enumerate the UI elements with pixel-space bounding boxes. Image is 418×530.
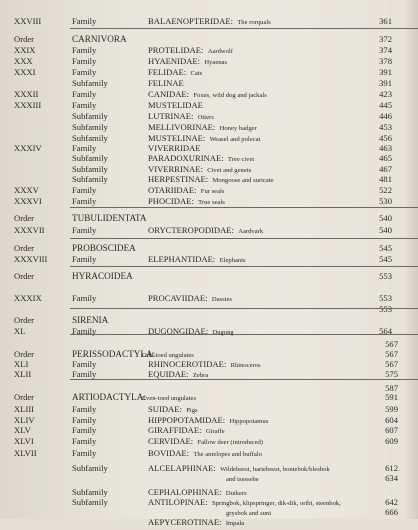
taxon-name: BALAENOPTERIDAE: bbox=[148, 16, 233, 26]
roman-numeral: XXIX bbox=[14, 45, 36, 55]
taxon-name: HIPPOPOTAMIDAE: bbox=[148, 415, 226, 425]
rank-label: Subfamily bbox=[72, 164, 108, 174]
taxon-entry bbox=[148, 325, 234, 339]
page-number: 575 bbox=[385, 369, 398, 379]
common-name: Elephants bbox=[219, 257, 246, 264]
taxon-name: MUSTELINAE: bbox=[148, 133, 206, 143]
roman-numeral: Order bbox=[14, 271, 35, 281]
roman-numeral: XL bbox=[14, 326, 26, 336]
roman-numeral: XXX bbox=[14, 56, 33, 66]
roman-numeral: XLIII bbox=[14, 404, 35, 414]
page-number: 609 bbox=[385, 436, 398, 446]
order-row bbox=[0, 212, 418, 224]
common-name: Pigs bbox=[186, 407, 198, 414]
rank-label: Family bbox=[72, 143, 97, 153]
page-number: 540 bbox=[379, 213, 392, 223]
taxon-name: VIVERRIDAE bbox=[148, 143, 201, 153]
rank-label: Subfamily bbox=[72, 122, 108, 132]
taxon-row bbox=[0, 224, 418, 236]
taxon-name: BOVIDAE: bbox=[148, 448, 190, 458]
taxon-name: MUSTELIDAE bbox=[148, 100, 203, 110]
page-number: 530 bbox=[379, 196, 392, 206]
taxon-name: DUGONGIDAE: bbox=[148, 326, 209, 336]
page-number: 642 bbox=[385, 497, 398, 507]
page-number: 391 bbox=[379, 67, 392, 77]
rank-label: Family bbox=[72, 89, 97, 99]
roman-numeral: XLII bbox=[14, 369, 32, 379]
section-rule bbox=[70, 266, 418, 267]
common-name: Fur seals bbox=[200, 188, 225, 195]
common-name: Giraffe bbox=[205, 428, 225, 435]
order-name: PROBOSCIDEA bbox=[72, 243, 136, 253]
page-number: 553 bbox=[379, 304, 392, 314]
common-name: and tsessebe bbox=[226, 476, 259, 483]
page-number: 612 bbox=[385, 463, 398, 473]
taxon-row bbox=[0, 325, 418, 337]
order-name: ARTIODACTYLA: bbox=[72, 392, 146, 402]
taxon-name: OTARIIDAE: bbox=[148, 185, 197, 195]
page-number: 374 bbox=[379, 45, 392, 55]
taxon-name: ANTILOPINAE: bbox=[148, 497, 208, 507]
page-number: 540 bbox=[379, 225, 392, 235]
roman-numeral: XXXIX bbox=[14, 293, 42, 303]
common-name: Aardvark bbox=[238, 228, 264, 235]
roman-numeral: XXXI bbox=[14, 67, 36, 77]
page-number: 607 bbox=[385, 425, 398, 435]
common-name: Even-toed ungulates bbox=[142, 395, 197, 402]
page-number: 604 bbox=[385, 415, 398, 425]
common-name: Odd-toed ungulates bbox=[142, 352, 194, 359]
rank-label: Family bbox=[72, 293, 97, 303]
roman-numeral: Order bbox=[14, 392, 35, 402]
roman-numeral: Order bbox=[14, 349, 35, 359]
page-number: 378 bbox=[379, 56, 392, 66]
rank-label: Subfamily bbox=[72, 463, 108, 473]
taxon-entry bbox=[148, 447, 262, 461]
common-name: Otters bbox=[197, 114, 214, 121]
taxon-name: FELIDAE: bbox=[148, 67, 187, 77]
taxon-name: SUIDAE: bbox=[148, 404, 182, 414]
rank-label: Subfamily bbox=[72, 133, 108, 143]
rank-label: Family bbox=[72, 415, 97, 425]
roman-numeral: XXXV bbox=[14, 185, 39, 195]
rank-label: Family bbox=[72, 425, 97, 435]
rank-label: Family bbox=[72, 67, 97, 77]
page-number: 567 bbox=[385, 359, 398, 369]
taxon-name: PARADOXURINAE: bbox=[148, 153, 224, 163]
taxon-name: CERVIDAE: bbox=[148, 436, 194, 446]
section-rule bbox=[70, 308, 418, 309]
rank-label: Family bbox=[72, 45, 97, 55]
page-number: 456 bbox=[379, 133, 392, 143]
page-number: 545 bbox=[379, 243, 392, 253]
rank-label: Family bbox=[72, 56, 97, 66]
rank-label: Subfamily bbox=[72, 153, 108, 163]
rank-label: Subfamily bbox=[72, 487, 108, 497]
taxon-name: EQUIDAE: bbox=[148, 369, 189, 379]
roman-numeral: XXVIII bbox=[14, 16, 42, 26]
rank-label: Family bbox=[72, 359, 97, 369]
taxon-entry bbox=[148, 15, 271, 29]
order-name: TUBULIDENTATA bbox=[72, 213, 147, 223]
page-number: 467 bbox=[379, 164, 392, 174]
rank-label: Family bbox=[72, 404, 97, 414]
common-name: Duikers bbox=[225, 490, 247, 497]
rank-label: Subfamily bbox=[72, 174, 108, 184]
rank-label: Subfamily bbox=[72, 111, 108, 121]
page-number: 587 bbox=[385, 383, 398, 393]
taxon-name: GIRAFFIDAE: bbox=[148, 425, 202, 435]
common-name: Fallow deer (introduced) bbox=[197, 439, 264, 446]
rank-label: Family bbox=[72, 436, 97, 446]
roman-numeral: Order bbox=[14, 243, 35, 253]
page-number: 465 bbox=[379, 153, 392, 163]
common-name: Tree civet bbox=[227, 156, 255, 163]
roman-numeral: XXXVII bbox=[14, 225, 45, 235]
page-number: 567 bbox=[385, 349, 398, 359]
page-number: 372 bbox=[379, 34, 392, 44]
order-name: CARNIVORA bbox=[72, 34, 127, 44]
rank-label: Family bbox=[72, 196, 97, 206]
common-name: Wildebeest, hartebeest, bontebok/blesbok bbox=[220, 466, 330, 473]
rank-label: Subfamily bbox=[72, 497, 108, 507]
order-row bbox=[0, 391, 418, 403]
roman-numeral: XLIV bbox=[14, 415, 35, 425]
roman-numeral: XLV bbox=[14, 425, 31, 435]
page-number: 445 bbox=[379, 100, 392, 110]
taxon-entry bbox=[148, 253, 246, 267]
common-name: Springbok, klipspringer, dik-dik, oribi, steenbok, bbox=[211, 500, 341, 507]
rank-label: Family bbox=[72, 448, 97, 458]
page-number: 666 bbox=[385, 507, 398, 517]
roman-numeral: Order bbox=[14, 34, 35, 44]
taxon-row bbox=[0, 435, 418, 447]
common-name: Dugong bbox=[212, 329, 234, 336]
page-number: 634 bbox=[385, 473, 398, 483]
common-name: The antelopes and buffalo bbox=[193, 451, 262, 458]
taxon-row bbox=[0, 15, 418, 27]
roman-numeral: XLVII bbox=[14, 448, 37, 458]
roman-numeral: XXXVI bbox=[14, 196, 42, 206]
common-name: Foxes, wild dog and jackals bbox=[193, 92, 267, 99]
taxon-row bbox=[0, 472, 418, 484]
taxon-entry bbox=[148, 224, 263, 238]
roman-numeral: XXXII bbox=[14, 89, 39, 99]
taxon-name: PHOCIDAE: bbox=[148, 196, 194, 206]
page-number: 453 bbox=[379, 122, 392, 132]
taxon-row bbox=[0, 447, 418, 459]
roman-numeral: XXXVIII bbox=[14, 254, 48, 264]
roman-numeral: XXXIV bbox=[14, 143, 42, 153]
common-name: grysbok and suni bbox=[226, 510, 272, 517]
page-number: 522 bbox=[379, 185, 392, 195]
page-number: 591 bbox=[385, 392, 398, 402]
roman-numeral: Order bbox=[14, 315, 35, 325]
common-name: Impala bbox=[225, 520, 245, 527]
rank-label: Family bbox=[72, 100, 97, 110]
taxon-row bbox=[0, 253, 418, 265]
taxon-name: CANIDAE: bbox=[148, 89, 190, 99]
page-number: 567 bbox=[385, 339, 398, 349]
common-name: Hippopotamus bbox=[229, 418, 269, 425]
section-rule bbox=[70, 28, 418, 29]
common-name: Cats bbox=[190, 70, 203, 77]
taxon-name: MELLIVORINAE: bbox=[148, 122, 216, 132]
roman-numeral: XLI bbox=[14, 359, 29, 369]
taxon-name: PROCAVIIDAE: bbox=[148, 293, 208, 303]
rank-label: Family bbox=[72, 326, 97, 336]
roman-numeral: XXXIII bbox=[14, 100, 42, 110]
common-name: Zebra bbox=[192, 372, 209, 379]
roman-numeral: XLVI bbox=[14, 436, 34, 446]
rank-label: Family bbox=[72, 185, 97, 195]
page-number: 391 bbox=[379, 78, 392, 88]
rank-label: Family bbox=[72, 225, 97, 235]
page-number: 481 bbox=[379, 174, 392, 184]
taxon-name: AEPYCEROTINAE: bbox=[148, 517, 222, 527]
page-number: 446 bbox=[379, 111, 392, 121]
rank-label: Family bbox=[72, 254, 97, 264]
order-name: SIRENIA bbox=[72, 315, 109, 325]
common-name: True seals bbox=[198, 199, 225, 206]
taxon-entry bbox=[226, 472, 259, 486]
common-name: Honey badger bbox=[219, 125, 257, 132]
common-name: Aardwolf bbox=[207, 48, 233, 55]
page-number: 423 bbox=[379, 89, 392, 99]
page-number: 463 bbox=[379, 143, 392, 153]
taxon-name: LUTRINAE: bbox=[148, 111, 194, 121]
rank-label: Subfamily bbox=[72, 78, 108, 88]
taxon-row bbox=[0, 195, 418, 207]
order-name: HYRACOIDEA bbox=[72, 271, 133, 281]
taxon-entry bbox=[148, 516, 244, 530]
taxon-name: ELEPHANTIDAE: bbox=[148, 254, 216, 264]
common-name: Hyaenas bbox=[204, 59, 228, 66]
section-rule bbox=[70, 379, 418, 380]
taxon-name: HERPESTINAE: bbox=[148, 174, 209, 184]
taxon-name: FELINAE bbox=[148, 78, 184, 88]
taxon-row bbox=[0, 516, 418, 528]
section-rule bbox=[70, 238, 418, 239]
common-name: Dassies bbox=[211, 296, 232, 303]
order-row bbox=[0, 270, 418, 282]
taxon-name: PROTELIDAE: bbox=[148, 45, 204, 55]
rank-label: Family bbox=[72, 16, 97, 26]
taxon-name: RHINOCEROTIDAE: bbox=[148, 359, 227, 369]
common-name: Mongoose and suricate bbox=[212, 177, 274, 184]
page-number: 361 bbox=[379, 16, 392, 26]
taxon-name: HYAENIDAE: bbox=[148, 56, 201, 66]
page-number: 564 bbox=[379, 326, 392, 336]
section-rule bbox=[70, 334, 418, 335]
taxon-name: ORYCTEROPODIDAE: bbox=[148, 225, 234, 235]
common-name: The rorquals bbox=[237, 19, 271, 26]
roman-numeral: Order bbox=[14, 213, 35, 223]
common-name: Rhinoceros bbox=[230, 362, 261, 369]
page-number: 553 bbox=[379, 271, 392, 281]
taxon-name: CEPHALOPHINAE: bbox=[148, 487, 222, 497]
page-number: 553 bbox=[379, 293, 392, 303]
taxon-name: VIVERRINAE: bbox=[148, 164, 203, 174]
rank-label: Family bbox=[72, 369, 97, 379]
common-name: Civet and genets bbox=[207, 167, 252, 174]
common-name: Weasel and polecat bbox=[209, 136, 261, 143]
order-name: PERISSODACTYLA: bbox=[72, 349, 156, 359]
taxon-name: ALCELAPHINAE: bbox=[148, 463, 216, 473]
page-curl-shadow bbox=[404, 0, 418, 519]
page-number: 599 bbox=[385, 404, 398, 414]
page-number: 545 bbox=[379, 254, 392, 264]
section-rule bbox=[70, 207, 418, 208]
